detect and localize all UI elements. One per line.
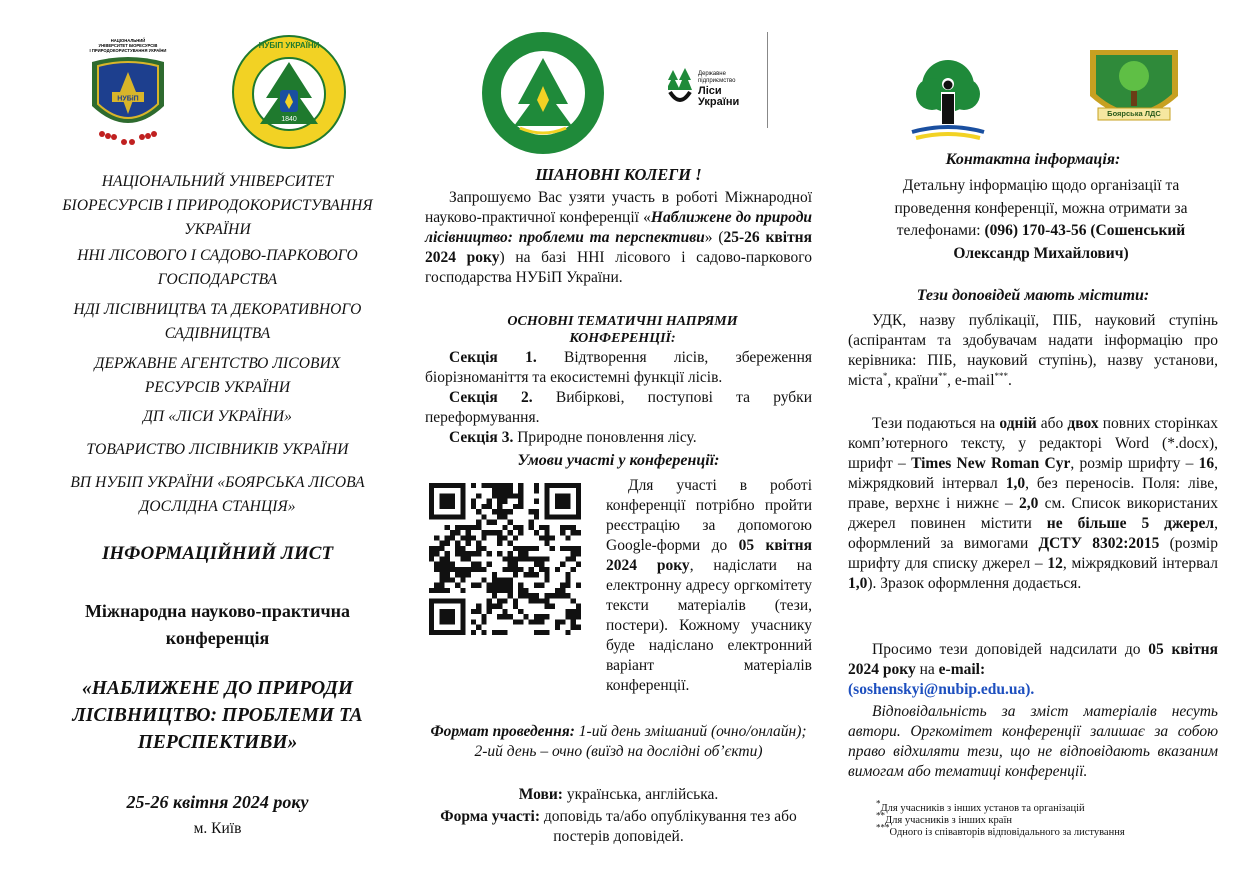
intro-text: ) на базі ННІ лісового і садово-паркового господарства НУБіП України. [425,249,812,286]
footnote-mark: ** [876,810,885,821]
footnote-text: Для учасників з інших країн [885,815,1012,826]
req-text: , розмір шрифту – [1070,455,1199,472]
format-text: 1-ий день змішаний (очно/онлайн); 2-ий день – очно (виїзд на дослідні об’єкти) [474,723,807,760]
req-text: , міжрядковий інтервал [1062,555,1218,572]
req-text: Тези подаються на [872,415,1000,432]
languages-block [425,785,812,805]
theses-content-paragraph [848,311,1218,391]
intro-date: 25-26 квітня 2024 року [425,229,812,266]
req-bold: Times New Roman Cyr [911,455,1071,472]
send-text: на [915,661,939,678]
conditions-paragraph [606,476,812,696]
req-bold: двох [1067,415,1099,432]
conference-date: 25-26 квітня 2024 року [126,792,309,812]
conference-type-line: Міжнародна науково-практична [84,601,351,621]
conditions-heading: Умови участі у конференції: [517,452,720,469]
contact-heading: Контактна інформація: [945,151,1121,168]
conference-title-line: ЛІСІВНИЦТВО: ПРОБЛЕМИ ТА [72,705,363,726]
institution-line: ГОСПОДАРСТВА [157,271,278,288]
languages-text: українська, англійська. [562,786,719,803]
conference-title [40,675,395,756]
send-text: Просимо тези доповідей надсилати до [872,641,1149,658]
section-item [425,388,812,428]
req-text: (розмір шрифту для списку джерел – [848,535,1218,572]
greeting-heading: ШАНОВНІ КОЛЕГИ ! [535,165,702,184]
send-paragraph [848,640,1218,700]
intro-text: » ( [704,229,724,246]
conditions-text: , надіслати на електронну адресу оргкомітету тексти матеріалів (тези, постери). Кожному учаснику буде надіслано електронний варіант матеріалів конференції. [606,557,812,694]
footnote-mark: * [882,370,888,381]
intro-paragraph [425,188,812,288]
directions-heading: ОСНОВНІ ТЕМАТИЧНІ НАПРЯМИ КОНФЕРЕНЦІЇ: [507,314,738,346]
section-text: Відтворення лісів, збереження біорізноманіття та екосистемні функції лісів. [425,349,812,386]
footnote-mark: *** [994,370,1008,381]
institution-line: ДП «ЛІСИ УКРАЇНИ» [142,408,293,425]
institution-line: НДІ ЛІСІВНИЦТВА ТА ДЕКОРАТИВНОГО [73,301,362,318]
participation-form-block [425,807,812,847]
footnotes [876,798,1216,839]
theses-text: УДК, назву публікації, ПІБ, науковий ступінь (аспірантам та здобувачам надати інформацію про керівника: ПІБ, науковий ступінь), назву установи, міста [848,312,1218,389]
institution-line: УКРАЇНИ [184,221,251,238]
info-letter-title: ІНФОРМАЦІЙНИЙ ЛИСТ [101,543,334,564]
send-email-label: e-mail: [938,661,986,678]
contact-text: Детальну інформацію щодо організації та проведення конференції, можна отримати за телефонами: [894,177,1188,239]
theses-text: . [1008,372,1012,389]
footnote-mark: * [876,798,881,809]
boyarka-station-logo [1080,44,1188,132]
footnote [876,798,1216,815]
email-link[interactable]: (soshenskyi@nubip.edu.ua). [848,681,1035,698]
req-text: повних сторінках комп’ютерного тексту, у редакторі Word (*.docx), шрифт – [848,415,1218,472]
registration-qr-code[interactable] [429,483,581,635]
foresters-society-logo [892,38,1004,150]
lisy-name: України [698,96,740,108]
req-text: , оформлений за вимогами [848,515,1218,552]
boyarka-banner: Боярська ЛДС [1107,109,1161,118]
logo-divider [767,32,768,128]
conditions-text: Для участі в роботі конференції потрібно пройти реєстрацію за допомогою Google-форми до [606,477,812,554]
send-date: 05 квітня 2024 року [848,641,1218,678]
institution-line: САДІВНИЦТВА [164,325,271,342]
requirements-paragraph [848,414,1218,594]
req-text: см. Список використаних джерел повинен містити [848,495,1219,532]
nubip-logo [78,36,178,148]
section-text: Вибіркові, поступові та рубки переформування. [425,389,813,426]
responsibility-paragraph: Відповідальність за зміст матеріалів несуть автори. Оргкомітет конференції залишає за собою право відхиляти тези, що не відповідають вказаним вимогам або тематиці конференції. [848,703,1218,780]
intro-text: Запрошуємо Вас узяти участь в роботі Міжнародної науково-практичної конференції « [425,189,812,226]
institution-line: ТОВАРИСТВО ЛІСІВНИКІВ УКРАЇНИ [86,441,349,458]
participation-form-label: Форма участі: [440,808,541,825]
req-bold: 1,0 [848,575,868,592]
req-text: , без переносів. Поля: ліве, праве, верхнє і нижнє – [848,475,1218,512]
req-text: або [1036,415,1068,432]
theses-heading: Тези доповідей мають містити: [916,287,1150,304]
req-bold: 2,0 [1019,495,1039,512]
lisy-name: Ліси [698,85,722,97]
svg-text:НУБІП УКРАЇНИ: НУБІП УКРАЇНИ [258,41,320,50]
req-bold: 16 [1198,455,1215,472]
footnote-mark: ** [938,370,948,381]
conditions-date: 05 квітня 2024 року [606,537,813,574]
section-label: Секція 1. [449,349,537,366]
theses-text: , країни [887,372,939,389]
footnote [876,810,1216,827]
lisy-small-text: підприємство [698,78,736,84]
lisy-ukrainy-logo [668,68,763,110]
institution-line: ВП НУБІП УКРАЇНИ «БОЯРСЬКА ЛІСОВА [70,474,365,491]
req-bold: ДСТУ 8302:2015 [1038,535,1160,552]
section-label: Секція 2. [449,389,533,406]
svg-text:І ПРИРОДОКОРИСТУВАННЯ УКРАЇНИ: І ПРИРОДОКОРИСТУВАННЯ УКРАЇНИ [89,48,167,53]
conference-title-line: ПЕРСПЕКТИВИ» [137,732,298,753]
theses-text: , e-mail [947,372,995,389]
footnote-mark: *** [876,822,890,833]
footnote [876,822,1216,839]
format-label: Формат проведення: [430,723,575,740]
institution-line: РЕСУРСІВ УКРАЇНИ [144,379,291,396]
sections-list [425,348,812,448]
participation-form-text: доповідь та/або опублікування тез або постерів доповідей. [540,808,797,845]
svg-text:1840: 1840 [281,116,297,123]
lisy-small-text: Державне [698,71,726,77]
languages-label: Мови: [518,786,563,803]
nni-forestry-logo [230,32,348,150]
institution-line: НАЦІОНАЛЬНИЙ УНІВЕРСИТЕТ [101,173,334,190]
section-item [425,428,812,448]
institution-line: ННІ ЛІСОВОГО І САДОВО-ПАРКОВОГО [77,247,358,264]
req-bold: одній [999,415,1037,432]
svg-text:НАЦІОНАЛЬНИЙ: НАЦІОНАЛЬНИЙ [110,38,146,43]
req-bold: 1,0 [1005,475,1026,492]
institution-line: ДОСЛІДНА СТАНЦІЯ» [139,498,296,515]
conference-type-line: конференція [165,628,270,648]
footnote-text: Одного із співавторів відповідального за листування [889,827,1125,838]
contact-paragraph [866,175,1216,265]
conference-title-line: «НАБЛИЖЕНЕ ДО ПРИРОДИ [81,678,354,699]
section-item [425,348,812,388]
conference-city: м. Київ [193,820,242,837]
req-text: ). Зразок оформлення додається. [867,575,1082,592]
format-block [425,722,812,762]
svg-text:УНІВЕРСИТЕТ БІОРЕСУРСІВ: УНІВЕРСИТЕТ БІОРЕСУРСІВ [98,43,158,48]
req-bold: не більше 5 джерел [1046,515,1215,532]
conference-type [40,598,395,652]
institution-line: БІОРЕСУРСІВ І ПРИРОДОКОРИСТУВАННЯ [62,197,373,214]
intro-conference-title: Наближене до природи лісівництво: проблеми та перспективи [425,209,813,246]
section-text: Природне поновлення лісу. [517,429,697,446]
svg-text:НУБіП: НУБіП [117,95,139,103]
forest-agency-logo [480,30,606,156]
req-bold: 12 [1047,555,1063,572]
footnote-text: Для учасників з інших установ та організацій [880,803,1085,814]
req-text: , міжрядковий інтервал [848,455,1218,492]
institution-line: ДЕРЖАВНЕ АГЕНТСТВО ЛІСОВИХ [94,355,341,372]
contact-phone: (096) 170-43-56 (Сошенський Олександр Михайлович) [953,222,1186,262]
section-label: Секція 3. [449,429,514,446]
